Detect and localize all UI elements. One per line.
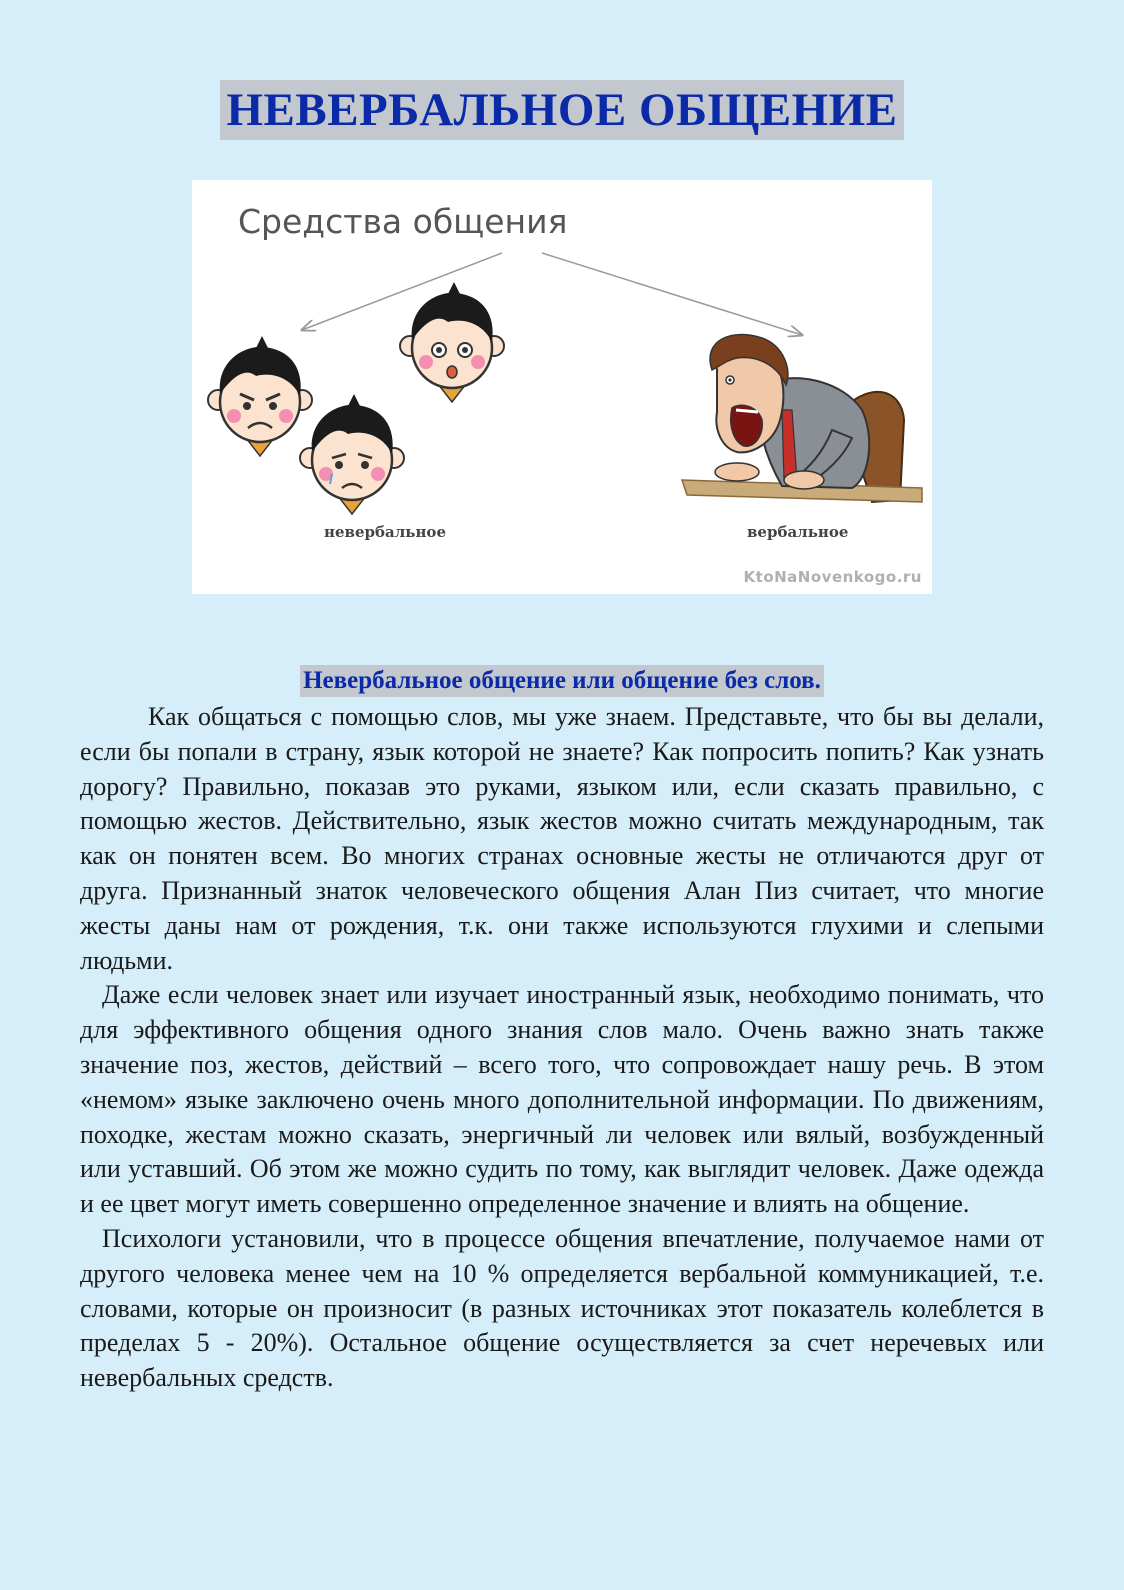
paragraph-2: Даже если человек знает или изучает иностранный язык, необходимо понимать, что для эффективного общения одного знания слов мало. Очень важно знать также значение поз, жестов, действий – всего того, что сопровождает нашу речь. В этом «немом» языке заключено очень много дополнительной информации. По движениям, походке, жестам можно сказать, энергичный ли человек или вялый, возбужденный или уставший. Об этом же можно судить по тому, как выглядит человек. Даже одежда и ее цвет могут иметь совершенно определенное значение и влиять на общение. bbox=[80, 980, 1044, 1219]
shouting-man-icon bbox=[682, 335, 922, 502]
body-text bbox=[80, 700, 1044, 1396]
figure-title: Средства общения bbox=[238, 202, 568, 241]
angry-face-icon bbox=[208, 336, 312, 456]
figure-watermark: KtoNaNovenkogo.ru bbox=[743, 568, 922, 586]
section-subtitle: Невербальное общение или общение без слов. bbox=[300, 665, 824, 697]
communication-figure bbox=[192, 180, 932, 594]
arrow-to-verbal bbox=[542, 253, 802, 335]
page-title: НЕВЕРБАЛЬНОЕ ОБЩЕНИЕ bbox=[220, 80, 903, 140]
page-title-wrap bbox=[0, 80, 1124, 140]
sad-face-icon bbox=[300, 394, 404, 514]
surprised-face-icon bbox=[400, 282, 504, 402]
paragraph-1: Как общаться с помощью слов, мы уже знаем. Представьте, что бы вы делали, если бы попали в страну, язык которой не знаете? Как попросить попить? Как узнать дорогу? Правильно, показав это руками, языком или, если сказать правильно, с помощью жестов. Действительно, язык жестов можно считать международным, так как он понятен всем. Во многих странах основные жесты не отличаются друг от друга. Признанный знаток человеческого общения Алан Пиз считает, что многие жесты даны нам от рождения, т.к. они также используются глухими и слепыми людьми. bbox=[80, 702, 1044, 975]
figure-label-verbal: вербальное bbox=[747, 523, 849, 541]
subtitle-wrap bbox=[0, 665, 1124, 697]
figure-label-nonverbal: невербальное bbox=[324, 523, 446, 541]
paragraph-3: Психологи установили, что в процессе общения впечатление, получаемое нами от другого человека менее чем на 10 % определяется вербальной коммуникацией, т.е. словами, которые он произносит (в разных источниках этот показатель колеблется в пределах 5 - 20%). Остальное общение осуществляется за счет неречевых или невербальных средств. bbox=[80, 1223, 1044, 1393]
